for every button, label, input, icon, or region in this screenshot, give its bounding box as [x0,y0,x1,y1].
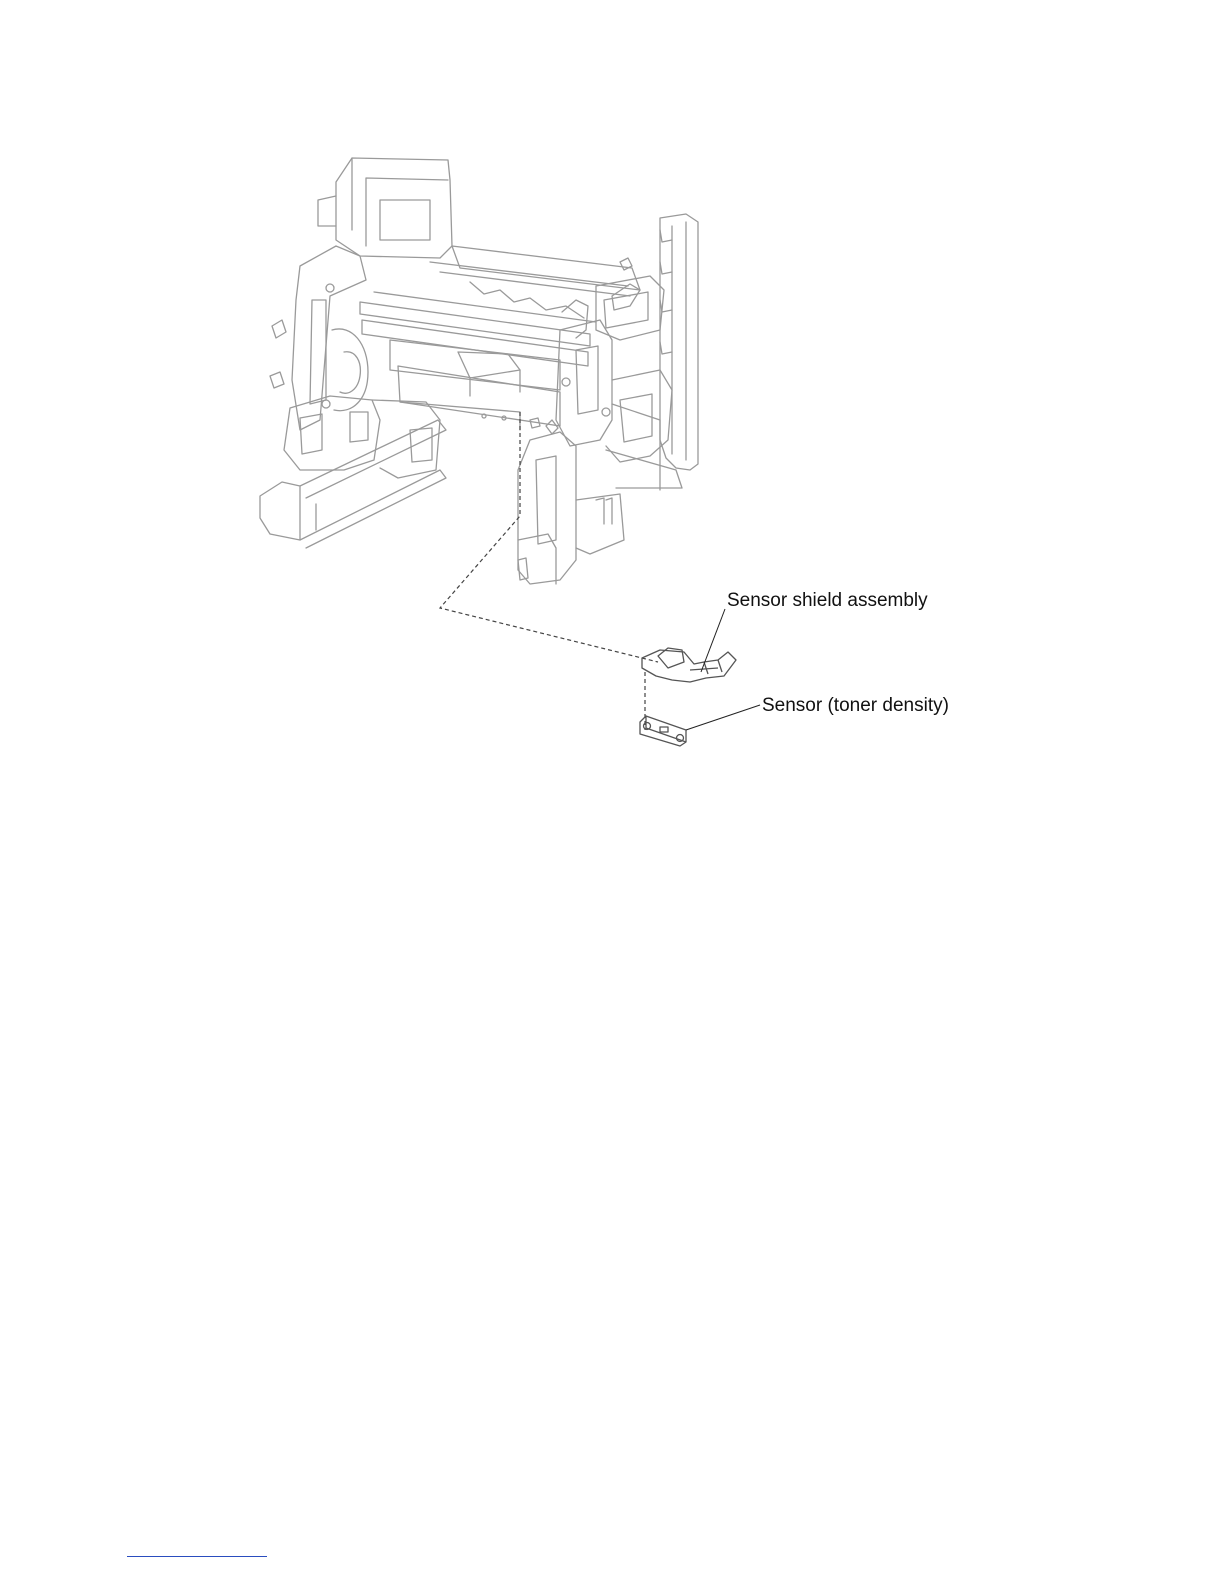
sensor-shield-assembly-part [642,648,736,682]
callout-sensor-toner-density: Sensor (toner density) [762,695,949,716]
toner-density-sensor-part [640,716,686,746]
printer-frame-assembly [260,158,698,584]
footer-rule [127,1556,267,1557]
callout-sensor-shield-assembly: Sensor shield assembly [727,590,928,611]
explode-guide-lines [440,412,658,730]
